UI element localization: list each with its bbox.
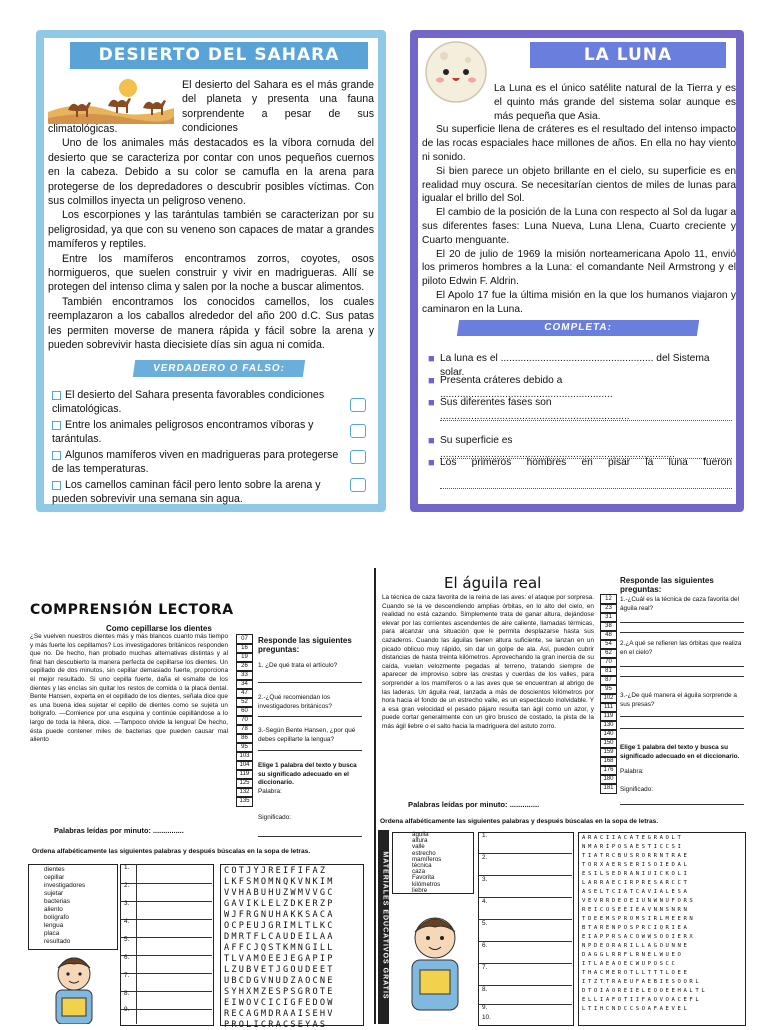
bullet-icon: ■ <box>428 397 435 409</box>
list-item: mamíferos <box>412 855 442 863</box>
luna-paragraph: Su superficie llena de cráteres es el resultado del intenso impacto de las rocas espaciales hace millones de años. En ella no hay viento ni sonido. <box>422 124 736 163</box>
table-row[interactable]: 4. <box>120 918 212 938</box>
choose-word-text: Elige 1 palabra del texto y busca su significado adecuado en el diccionario. <box>620 744 740 760</box>
word-search-row: DMRTFLCAUDEILAA <box>224 932 335 942</box>
table-row[interactable]: 3. <box>478 876 572 898</box>
word-search-row: COTJYJREIFIFAZ <box>224 866 328 876</box>
list-item: placa <box>44 930 60 937</box>
answer-line[interactable] <box>620 632 744 633</box>
sahara-inner <box>44 38 378 504</box>
answer-line[interactable] <box>258 836 362 837</box>
bullet-icon: ■ <box>428 353 435 365</box>
answer-box[interactable] <box>350 478 366 492</box>
answer-line[interactable] <box>258 682 362 683</box>
luna-inner <box>418 38 736 504</box>
word-search-row: ASELTCIATCAVIALESA <box>582 889 690 895</box>
word-search-row: DAGGLRRFLRNELWUEO <box>582 952 684 958</box>
answer-line[interactable] <box>620 666 744 667</box>
list-item: liebre <box>412 886 428 894</box>
table-row[interactable]: 9. <box>124 1006 130 1013</box>
quiz-title: VERDADERO O FALSO: <box>133 360 305 377</box>
dientes-worksheet: COMPRENSIÓN LECTORA Como cepillarse los dientes ¿Se vuelven nuestros dientes más y más blancos cuanto más tiempo y más fuerte los cepillamos? Los investigadores británicos responden que no. De hecho, han probado muchas alternativas distintas y al final han descubierto la manera perfecta de cepillarse los dientes. Un cepillado de dos minutos, sin cepillar demasiado fuerte, proporciona el mejor resultado. Si uno cepilla fuerte, daña el esmalte de los dientes y las encías sin quitar los restos de comida o la placa dental. Bente Hansen, experta en el cepillado de los dientes, señala dice que es una buena idea sujetar el cepillo de dientes como se sujeta un bolígrafo. —Comience por una esquina y continúe cepillándose a lo largo de toda la hilera, dice. —Tampoco olvide la lengua! De hecho, ésta puede contener miles de bacterias que pueden causar mal aliento 07 16 19 26 33 34 47 52 60 70 78 86 95 103 104 119 125 132 135 Responde las siguientes preguntas: 1. ¿De qué trata el artículo? 2.-¿Qué recomiendan los investigadores británicos? 3.-Según Bente Hansen, ¿por qué debes cepillarte la lengua? Elige 1 palabra del texto y busca su significado adecuado en el diccionario. Palabra: Significado: Palabras leídas por minuto: ............... Ordena alfabéticamente las siguientes palabras y después búscalas en la sopa de letras. dientes cepillar investigadores sujetar bacterias aliento bolígrafo lengua placa resultado 1. 2. 3. 4. 5. 6. 7. 8. 9. COTJYJREIFIFAZ LKFSMOMNQKVNKIM VVHABUHUZWMVVGC GAVIKLELZDKERZP WJFRGNUHAKKSACA OCPEUJGRIMLTLKC DMRTFLCAUDEILAA AFFCJQSTKMNGILL TLVAMOEEJEGAPIP LZUBVETJGOUDEET UBCDGVNUDZAOCNE SYHXMZESPSGROTE EIWOVCICIGFEDOW RECAGMDRAAISEHV PROLICRACSEYAS <box>24 590 370 1024</box>
table-row[interactable]: 6. <box>120 954 212 974</box>
luna-paragraph: El Apolo 17 fue la última misión en la que los humanos viajaron y caminaron en la Luna. <box>422 289 736 315</box>
answer-line[interactable] <box>440 420 732 421</box>
desert-camels-illustration <box>48 74 174 124</box>
word-search-row: PROLICRACSEYAS <box>224 1020 328 1030</box>
ppm-label: Palabras leídas por minuto: .............. <box>408 800 540 809</box>
word-search-row: THACMEROTLLTTTLOEE <box>582 970 690 976</box>
word-list <box>32 866 85 946</box>
list-item: kilómetros <box>412 880 441 888</box>
sahara-title: DESIERTO DEL SAHARA <box>70 42 368 69</box>
answer-box[interactable] <box>350 424 366 438</box>
table-row[interactable]: 10. <box>482 1014 491 1021</box>
word-search-row: SYHXMZESPSGROTE <box>224 987 335 997</box>
word-search-row: EIWOVCICIGFEDOW <box>224 998 335 1008</box>
list-item: valle <box>412 843 425 851</box>
ppm-label: Palabras leídas por minuto: ............... <box>54 826 184 835</box>
word-search-row: VEVRRDEOEIUNWNUFORS <box>582 898 696 904</box>
aguila-body: La técnica de caza favorita de la reina de las aves: el ataque por sorpresa. Cuando se la ve descendiendo amplias órbitas, en lo alto del cielo, en realidad no está cazando. Simplemente trata de ganar altura, dejándose elevar por las corrientes ascendentes de aire caliente, llamadas térmicas, para alcanzar una situación que le permita desplazarse hasta sus cazaderos. Cuando las águilas tienen altura suficiente, se lanzan en un picado oblicuo muy rápido, sin dar un golpe de ala. Así, pueden cubrir distancias de hasta treinta kilómetros. Aprovechando la gran inercia de su caída, vuelan velozmente pegadas al terreno, tratando siempre de aparecer de improviso sobre las crestas y cuerdas de los valles, para sorprender a los mamíferos o a las aves que se encuentran al abrigo de las laderas. Un águila real, lanzada a más de doscientos kilómetros por hora hacia el fondo de un estrecho valle, es un espectáculo inolvidable. Y a esa gran velocidad el pesado pájaro resulta tan ágil como un azor, y puede cortar generalmente con un giro brusco de costado, la pista de la más ágil liebre o el salto hacia la madriguera del astuto zorro. <box>382 594 594 730</box>
word-search-row: EIAPPRSACOWWSOOIERX <box>582 934 696 940</box>
sahara-intro-end: climatológicas. <box>48 123 118 135</box>
word-search-row: ITLAEAOECWUPOSCC <box>582 961 678 967</box>
dientes-body: ¿Se vuelven nuestros dientes más y más blancos cuanto más tiempo y más fuerte los cepillamos? Los investigadores británicos responden que no. De hecho, han probado muchas alternativas distintas y al final han descubierto la manera perfecta de cepillarse los dientes. Un cepillado de dos minutos, sin cepillar demasiado fuerte, proporciona el mejor resultado. Si uno cepilla fuerte, daña el esmalte de los dientes y las encías sin quitar los restos de comida o la placa dental. Bente Hansen, experta en el cepillado de los dientes, señala dice que es una buena idea sujetar el cepillo de dientes como se sujeta un bolígrafo. —Comience por una esquina y continúe cepillándose a lo largo de toda la hilera, dice. —Tampoco olvide la lengua! De hecho, ésta puede contener miles de bacterias que pueden causar mal aliento <box>30 633 228 744</box>
table-row[interactable]: 2. <box>478 854 572 876</box>
luna-body <box>422 82 736 317</box>
question: 1. ¿De qué trata el artículo? <box>258 662 338 669</box>
question: 2.-¿Qué recomiendan los investigadores británicos? <box>258 694 332 710</box>
boy-reading-illustration <box>38 950 110 1024</box>
luna-worksheet <box>410 30 744 512</box>
table-row[interactable]: 4. <box>478 898 572 920</box>
table-row[interactable]: 7. <box>120 972 212 992</box>
question: 3.-¿De qué manera el águila sorprende a sus presas? <box>620 692 737 708</box>
answer-line[interactable] <box>620 622 744 623</box>
list-item: sujetar <box>44 890 64 897</box>
luna-title: LA LUNA <box>530 42 726 68</box>
table-row[interactable]: 1. <box>120 864 212 884</box>
answer-line[interactable] <box>620 676 744 677</box>
side-banner-text: MATERIALES EDUCATIVOS GRATIS <box>381 851 389 1000</box>
list-item: altura <box>412 837 428 845</box>
checkbox-icon <box>52 481 61 490</box>
quiz-item: Los camellos caminan fácil pero lento sobre la arena y pueden sobrevivir una semana sin agua. <box>52 479 321 506</box>
word-search-row: GAVIKLELZDKERZP <box>224 899 335 909</box>
word-search-row: WJFRGNUHAKKSACA <box>224 910 335 920</box>
sahara-worksheet <box>36 30 386 512</box>
word-search-row: TLVAMOEEJEGAPIP <box>224 954 335 964</box>
sahara-paragraph: También encontramos los conocidos camellos, los cuales reemplazaron a los caballos alrededor del año 200 d.C. Sus patas les permiten moverse de manera rápida y fácil sobre la arena y pueden sobrevivir hasta diecisiete días sin agua ni comida. <box>48 295 374 352</box>
table-row[interactable]: 6. <box>478 942 572 964</box>
table-row[interactable]: 3. <box>120 900 212 920</box>
question: 3.-Según Bente Hansen, ¿por qué debes cepillarte la lengua? <box>258 727 356 743</box>
answer-box[interactable] <box>350 398 366 412</box>
answer-line[interactable] <box>620 716 744 717</box>
checkbox-icon <box>52 451 61 460</box>
table-row[interactable]: 9. <box>482 1004 488 1011</box>
significado-label: Significado: <box>620 786 654 793</box>
quiz-item: Algunos mamíferos viven en madrigueras para protegerse de las temperaturas. <box>52 449 339 476</box>
bullet-icon: ■ <box>428 435 435 447</box>
word-list <box>396 832 441 894</box>
word-search-row: ESILSEDRANIUICKOLI <box>582 871 690 877</box>
word-search-row: LKFSMOMNQKVNKIM <box>224 877 335 887</box>
answer-line[interactable] <box>258 750 362 751</box>
word-search-row: TIATRCBUSRORRNTRAE <box>582 853 690 859</box>
aguila-questions-title: Responde las siguientes preguntas: <box>620 576 714 594</box>
quiz-item: El desierto del Sahara presenta favorables condiciones climatológicas. <box>52 389 325 416</box>
bullet-icon: ■ <box>428 457 435 469</box>
complete-title: COMPLETA: <box>457 320 699 336</box>
dientes-title: Como cepillarse los dientes <box>106 624 212 633</box>
table-row[interactable]: 7. <box>478 964 572 986</box>
luna-intro: La Luna es el único satélite natural de la Tierra y es el quinto más grande del sistema solar aunque es más pequeña que Asia. <box>494 83 736 122</box>
palabra-label: Palabra: <box>620 768 644 775</box>
table-row[interactable]: 5. <box>478 920 572 942</box>
order-title: Ordena alfabéticamente las siguientes palabras y después búscalas en la sopa de letras. <box>32 848 311 855</box>
order-title: Ordena alfabéticamente las siguientes palabras y después búscalas en la sopa de letras. <box>380 818 659 825</box>
word-search-row: TORXAERSERISOIEDAL <box>582 862 690 868</box>
sahara-intro: El desierto del Sahara es el más grande del planeta y presenta una fauna sorprendente a pesar de sus condiciones <box>182 79 374 135</box>
question: 2.¿A qué se refieren las órbitas que realiza en el cielo? <box>620 640 742 656</box>
word-search-row: TDEEMSPROMSIRLMEERN <box>582 916 696 922</box>
list-item: bolígrafo <box>44 914 69 921</box>
word-search-row: NMARIPOSAESTICCSI <box>582 844 684 850</box>
bullet-icon: ■ <box>428 375 435 387</box>
answer-line[interactable] <box>258 716 362 717</box>
complete-item: ■ Los primeros hombres en pisar la luna fueron <box>428 457 732 469</box>
sahara-paragraph: Los escorpiones y las tarántulas también se caracterizan por su peligrosidad, ya que con su veneno son capaces de matar a grandes mamíferos y reptiles. <box>48 209 374 251</box>
table-row[interactable]: 1. <box>478 832 572 854</box>
complete-item: ■ La luna es el ...................................................... del Sistema solar. <box>428 353 710 378</box>
answer-box[interactable] <box>350 450 366 464</box>
table-row[interactable]: 5. <box>120 936 212 956</box>
list-item: dientes <box>44 866 65 873</box>
list-item: bacterias <box>44 898 70 905</box>
question: 1.-¿Cuál es la técnica de caza favorita del águila real? <box>620 596 739 612</box>
list-item: caza <box>412 868 426 876</box>
answer-line[interactable] <box>440 488 732 489</box>
palabra-label: Palabra: <box>258 788 282 795</box>
list-item: cepillar <box>44 874 65 881</box>
list-item: águila <box>412 831 429 838</box>
answer-line[interactable] <box>620 804 744 805</box>
word-search-row: REICOSEEIEAVNNSNRN <box>582 907 690 913</box>
sahara-paragraph: Entre los mamíferos encontramos zorros, coyotes, osos hormigueros, que suelen construir y vivir en madrigueras. Allí se protegen del intenso clima y salen por la noche a buscar alimentos. <box>48 252 374 294</box>
sahara-paragraph: Uno de los animales más destacados es la víbora cornuda del desierto que se caracteriza por contar con unos pequeños cuernos en la cabeza. Debido a su color se camufla en la arena para protegerse de los depredadores o descubrir posibles víctimas. Con sus colmillos inyecta un peligroso veneno. <box>48 137 374 208</box>
word-search-row: ITZTTRAEUFAEBIESOORL <box>582 979 702 985</box>
word-search-row: NPDEORARILLAGOUNNE <box>582 943 690 949</box>
luna-paragraph: El cambio de la posición de la Luna con respecto al Sol da lugar a sus diferentes fases: Luna Nueva, Luna Llena, Cuarto creciente y Cuarto menguante. <box>422 207 736 246</box>
list-item: resultado <box>44 938 71 945</box>
aguila-worksheet: El águila real La técnica de caza favorita de la reina de las aves: el ataque por sorpresa. Cuando se la ve descendiendo amplias órbitas, en lo alto del cielo, en realidad no está cazando. Simplemente trata de ganar altura, dejándose elevar por las corrientes ascendentes de aire caliente, llamadas térmicas, para alcanzar una situación que le permita desplazarse hasta sus cazaderos. Cuando las águilas tienen altura suficiente, se lanzan en un picado oblicuo muy rápido, sin dar un golpe de ala. Así, pueden cubrir distancias de hasta treinta kilómetros. Aprovechando la gran inercia de su caída, vuelan velozmente pegadas al terreno, tratando siempre de aparecer de improviso sobre las crestas y cuerdas de los valles, para sorprender a los mamíferos o a las aves que se encuentran al abrigo de las laderas. Un águila real, lanzada a más de doscientos kilómetros por hora hacia el fondo de un estrecho valle, es un espectáculo inolvidable. Y a esa gran velocidad el pesado pájaro resulta tan ágil como un azor, y puede cortar generalmente con un giro brusco de costado, la pista de la más ágil liebre o el salto hacia la madriguera del astuto zorro. 12 23 31 38 48 54 62 70 81 87 95 102 111 119 130 140 150 159 168 176 180 181 Responde las siguientes preguntas: 1.-¿Cuál es la técnica de caza favorita del águila real? 2.¿A qué se refieren las órbitas que realiza en el cielo? 3.-¿De qué manera el águila sorprende a sus presas? Elige 1 palabra del texto y busca su significado adecuado en el diccionario. Palabra: Significado: Palabras leídas por minuto: .............. Ordena alfabéticamente las siguientes palabras y después búscalas en la sopa de letras. MATERIALES EDUCATIVOS GRATIS águila altura valle estrecho mamíferos técnica caza Favorita kilómetros liebre 1. 2. 3. 4. 5. 6. 7. 8. 9. 10. ARACIIACATEGRAOLT NMARIPOSAESTICCSI TIATRCBUSRORRNTRAE TORXAERSERISOIEDAL ESILSEDRANIUICKOLI LARRAECIRPRESARCCT ASELTCIATCAVIALESA VEVRRDEOEIUNWNUFORS REICOSEEIEAVNNSNRN TDEEMSPROMSIRLMEERN BTARENPOSPRCIQRIEA EIAPPRSACOWWSOOIERX NPDEORARILLAGOUNNE DAGGLRRFLRNELWUEO ITLAEAOECWUPOSCC THACMEROTLLTTTLOEE ITZTTRAEUFAEBIESOORL DTOIAOREIELEOOEEHALTL ELLIAFOTIIFAOVOACEFL LTIHCNDCCSOAFAEVEL <box>374 568 752 1024</box>
word-search-row: LTIHCNDCCSOAFAEVEL <box>582 1006 690 1012</box>
word-search-row: BTARENPOSPRCIQRIEA <box>582 925 690 931</box>
word-search-row: VVHABUHUZWMVVGC <box>224 888 335 898</box>
table-row[interactable]: 8. <box>120 990 212 1010</box>
word-search-row: LARRAECIRPRESARCCT <box>582 880 690 886</box>
list-item: lengua <box>44 922 64 929</box>
aguila-title: El águila real <box>444 574 542 592</box>
word-search-row: ELLIAFOTIIFAOVOACEFL <box>582 997 702 1003</box>
dientes-questions-title: Responde las siguientes preguntas: <box>258 636 352 654</box>
dientes-header: COMPRENSIÓN LECTORA <box>30 602 234 618</box>
word-search-row: DTOIAOREIELEOOEEHALTL <box>582 988 708 994</box>
list-item: técnica <box>412 862 432 870</box>
complete-item: ■ Sus diferentes fases son ................................................................... <box>428 397 630 422</box>
list-item: aliento <box>44 906 63 913</box>
word-search-row: OCPEUJGRIMLTLKC <box>224 921 335 931</box>
word-search-row: RECAGMDRAAISEHV <box>224 1009 335 1019</box>
list-item: investigadores <box>44 882 86 889</box>
list-item: estrecho <box>412 849 436 857</box>
boy-reading-illustration <box>398 908 472 1018</box>
luna-paragraph: El 20 de julio de 1969 la misión norteamericana Apolo 11, envió los primeros hombres a la Luna: el comandante Neil Armstrong y el piloto Edwin F. Aldrin. <box>422 248 736 288</box>
table-row[interactable]: 2. <box>120 882 212 902</box>
complete-item: ■ Presenta cráteres debido a ............................................................. <box>428 375 613 400</box>
word-search-row: AFFCJQSTKMNGILL <box>224 943 335 953</box>
word-search-row: LZUBVETJGOUDEET <box>224 965 335 975</box>
page-edge <box>374 568 376 1024</box>
answer-line[interactable] <box>620 728 744 729</box>
word-search-row: UBCDGVNUDZAOCNE <box>224 976 335 986</box>
checkbox-icon <box>52 421 61 430</box>
complete-item: ■ Su superficie es ................................................................................... <box>428 435 675 460</box>
quiz-item: Entre los animales peligrosos encontramos víboras y tarántulas. <box>52 419 314 446</box>
significado-label: Significado: <box>258 814 292 821</box>
choose-word-text: Elige 1 palabra del texto y busca su significado adecuado en el diccionario. <box>258 762 357 787</box>
list-item: Favorita <box>412 874 435 882</box>
word-search-row: ARACIIACATEGRAOLT <box>582 835 684 841</box>
checkbox-icon <box>52 391 61 400</box>
table-row[interactable]: 8. <box>478 986 572 1005</box>
luna-paragraph: Si bien parece un objeto brillante en el cielo, su superficie es en realidad muy oscura. Se necesitarían cientos de miles de lunas para igualar el brillo del Sol. <box>422 165 736 205</box>
sahara-body <box>48 122 374 353</box>
